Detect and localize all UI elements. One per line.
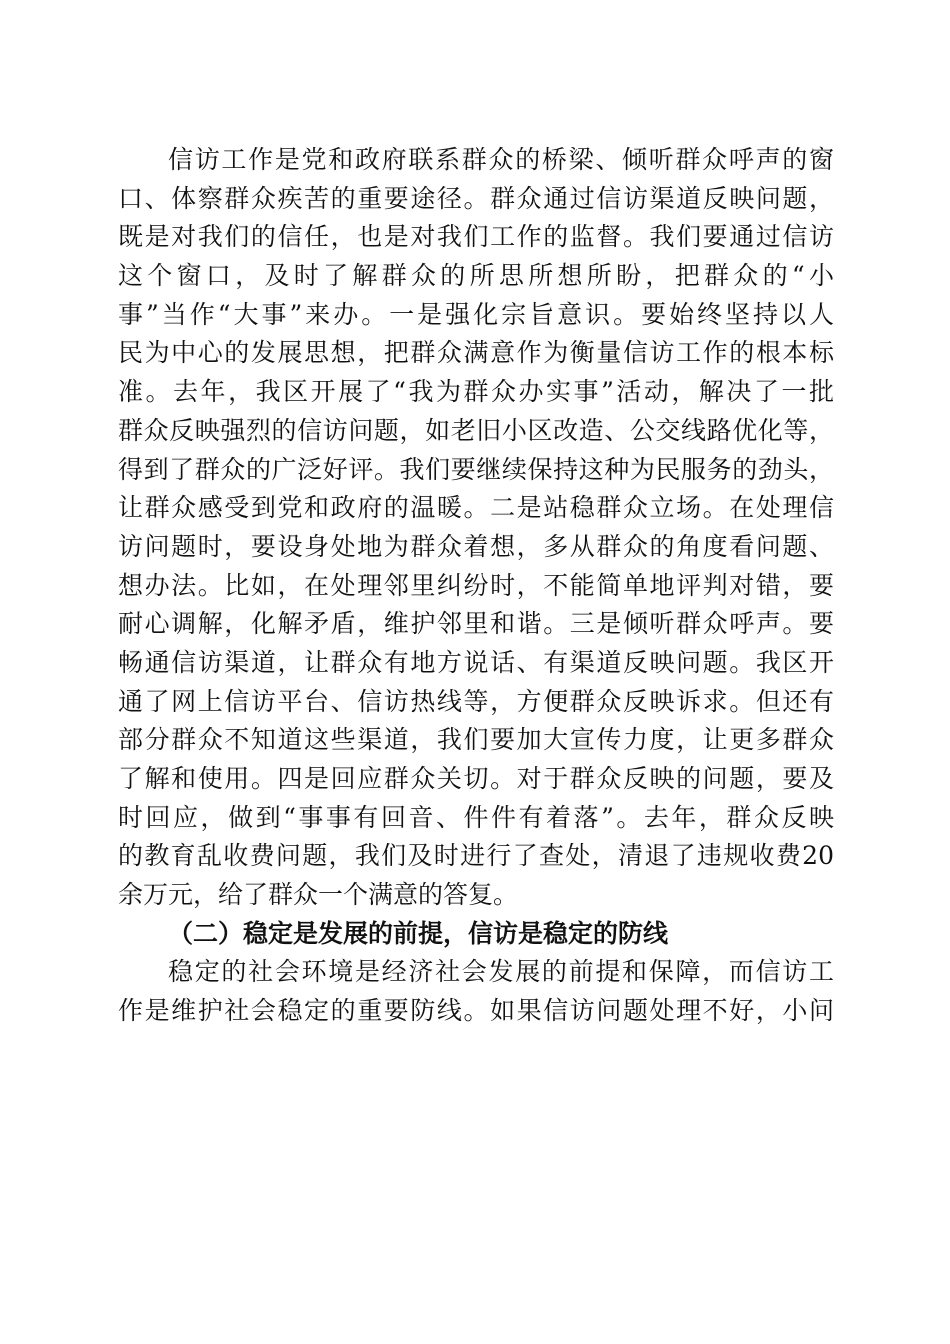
paragraph-line: 既是对我们的信任，也是对我们工作的监督。我们要通过信访	[118, 222, 834, 252]
paragraph-line: 想办法。比如，在处理邻里纠纷时，不能简单地评判对错，要	[118, 570, 834, 600]
paragraph-line: 畅通信访渠道，让群众有地方说话、有渠道反映问题。我区开	[118, 647, 834, 677]
paragraph-line: 信访工作是党和政府联系群众的桥梁、倾听群众呼声的窗	[168, 145, 834, 174]
paragraph-line: 稳定的社会环境是经济社会发展的前提和保障，而信访工	[168, 957, 834, 987]
paragraph-line: 耐心调解，化解矛盾，维护邻里和谐。三是倾听群众呼声。要	[118, 609, 834, 639]
paragraph-line: 的教育乱收费问题，我们及时进行了查处，清退了违规收费20	[118, 841, 834, 871]
document-body	[118, 141, 834, 1031]
paragraph-line: 群众反映强烈的信访问题，如老旧小区改造、公交线路优化等，	[118, 415, 834, 445]
paragraph-line: 了解和使用。四是回应群众关切。对于群众反映的问题，要及	[118, 764, 834, 793]
paragraph-line: 口、体察群众疾苦的重要途径。群众通过信访渠道反映问题，	[118, 183, 834, 213]
paragraph-line: 准。去年，我区开展了“我为群众办实事”活动，解决了一批	[118, 377, 834, 407]
paragraph-line: 余万元，给了群众一个满意的答复。	[118, 880, 519, 910]
paragraph-line: 民为中心的发展思想，把群众满意作为衡量信访工作的根本标	[118, 338, 834, 368]
paragraph-line: 让群众感受到党和政府的温暖。二是站稳群众立场。在处理信	[118, 493, 834, 523]
paragraph-line: 部分群众不知道这些渠道，我们要加大宣传力度，让更多群众	[118, 725, 834, 755]
paragraph-line: 这个窗口，及时了解群众的所思所想所盼，把群众的“小	[118, 261, 834, 291]
paragraph-line: 通了网上信访平台、信访热线等，方便群众反映诉求。但还有	[118, 686, 834, 716]
section-heading: （二）稳定是发展的前提，信访是稳定的防线	[168, 918, 669, 948]
paragraph-line: 事”当作“大事”来办。一是强化宗旨意识。要始终坚持以人	[118, 299, 834, 329]
paragraph-line: 访问题时，要设身处地为群众着想，多从群众的角度看问题、	[118, 531, 834, 561]
paragraph-line: 作是维护社会稳定的重要防线。如果信访问题处理不好，小问	[118, 996, 834, 1026]
paragraph-line: 时回应，做到“事事有回音、件件有着落”。去年，群众反映	[118, 802, 834, 832]
paragraph-line: 得到了群众的广泛好评。我们要继续保持这种为民服务的劲头，	[118, 454, 834, 484]
